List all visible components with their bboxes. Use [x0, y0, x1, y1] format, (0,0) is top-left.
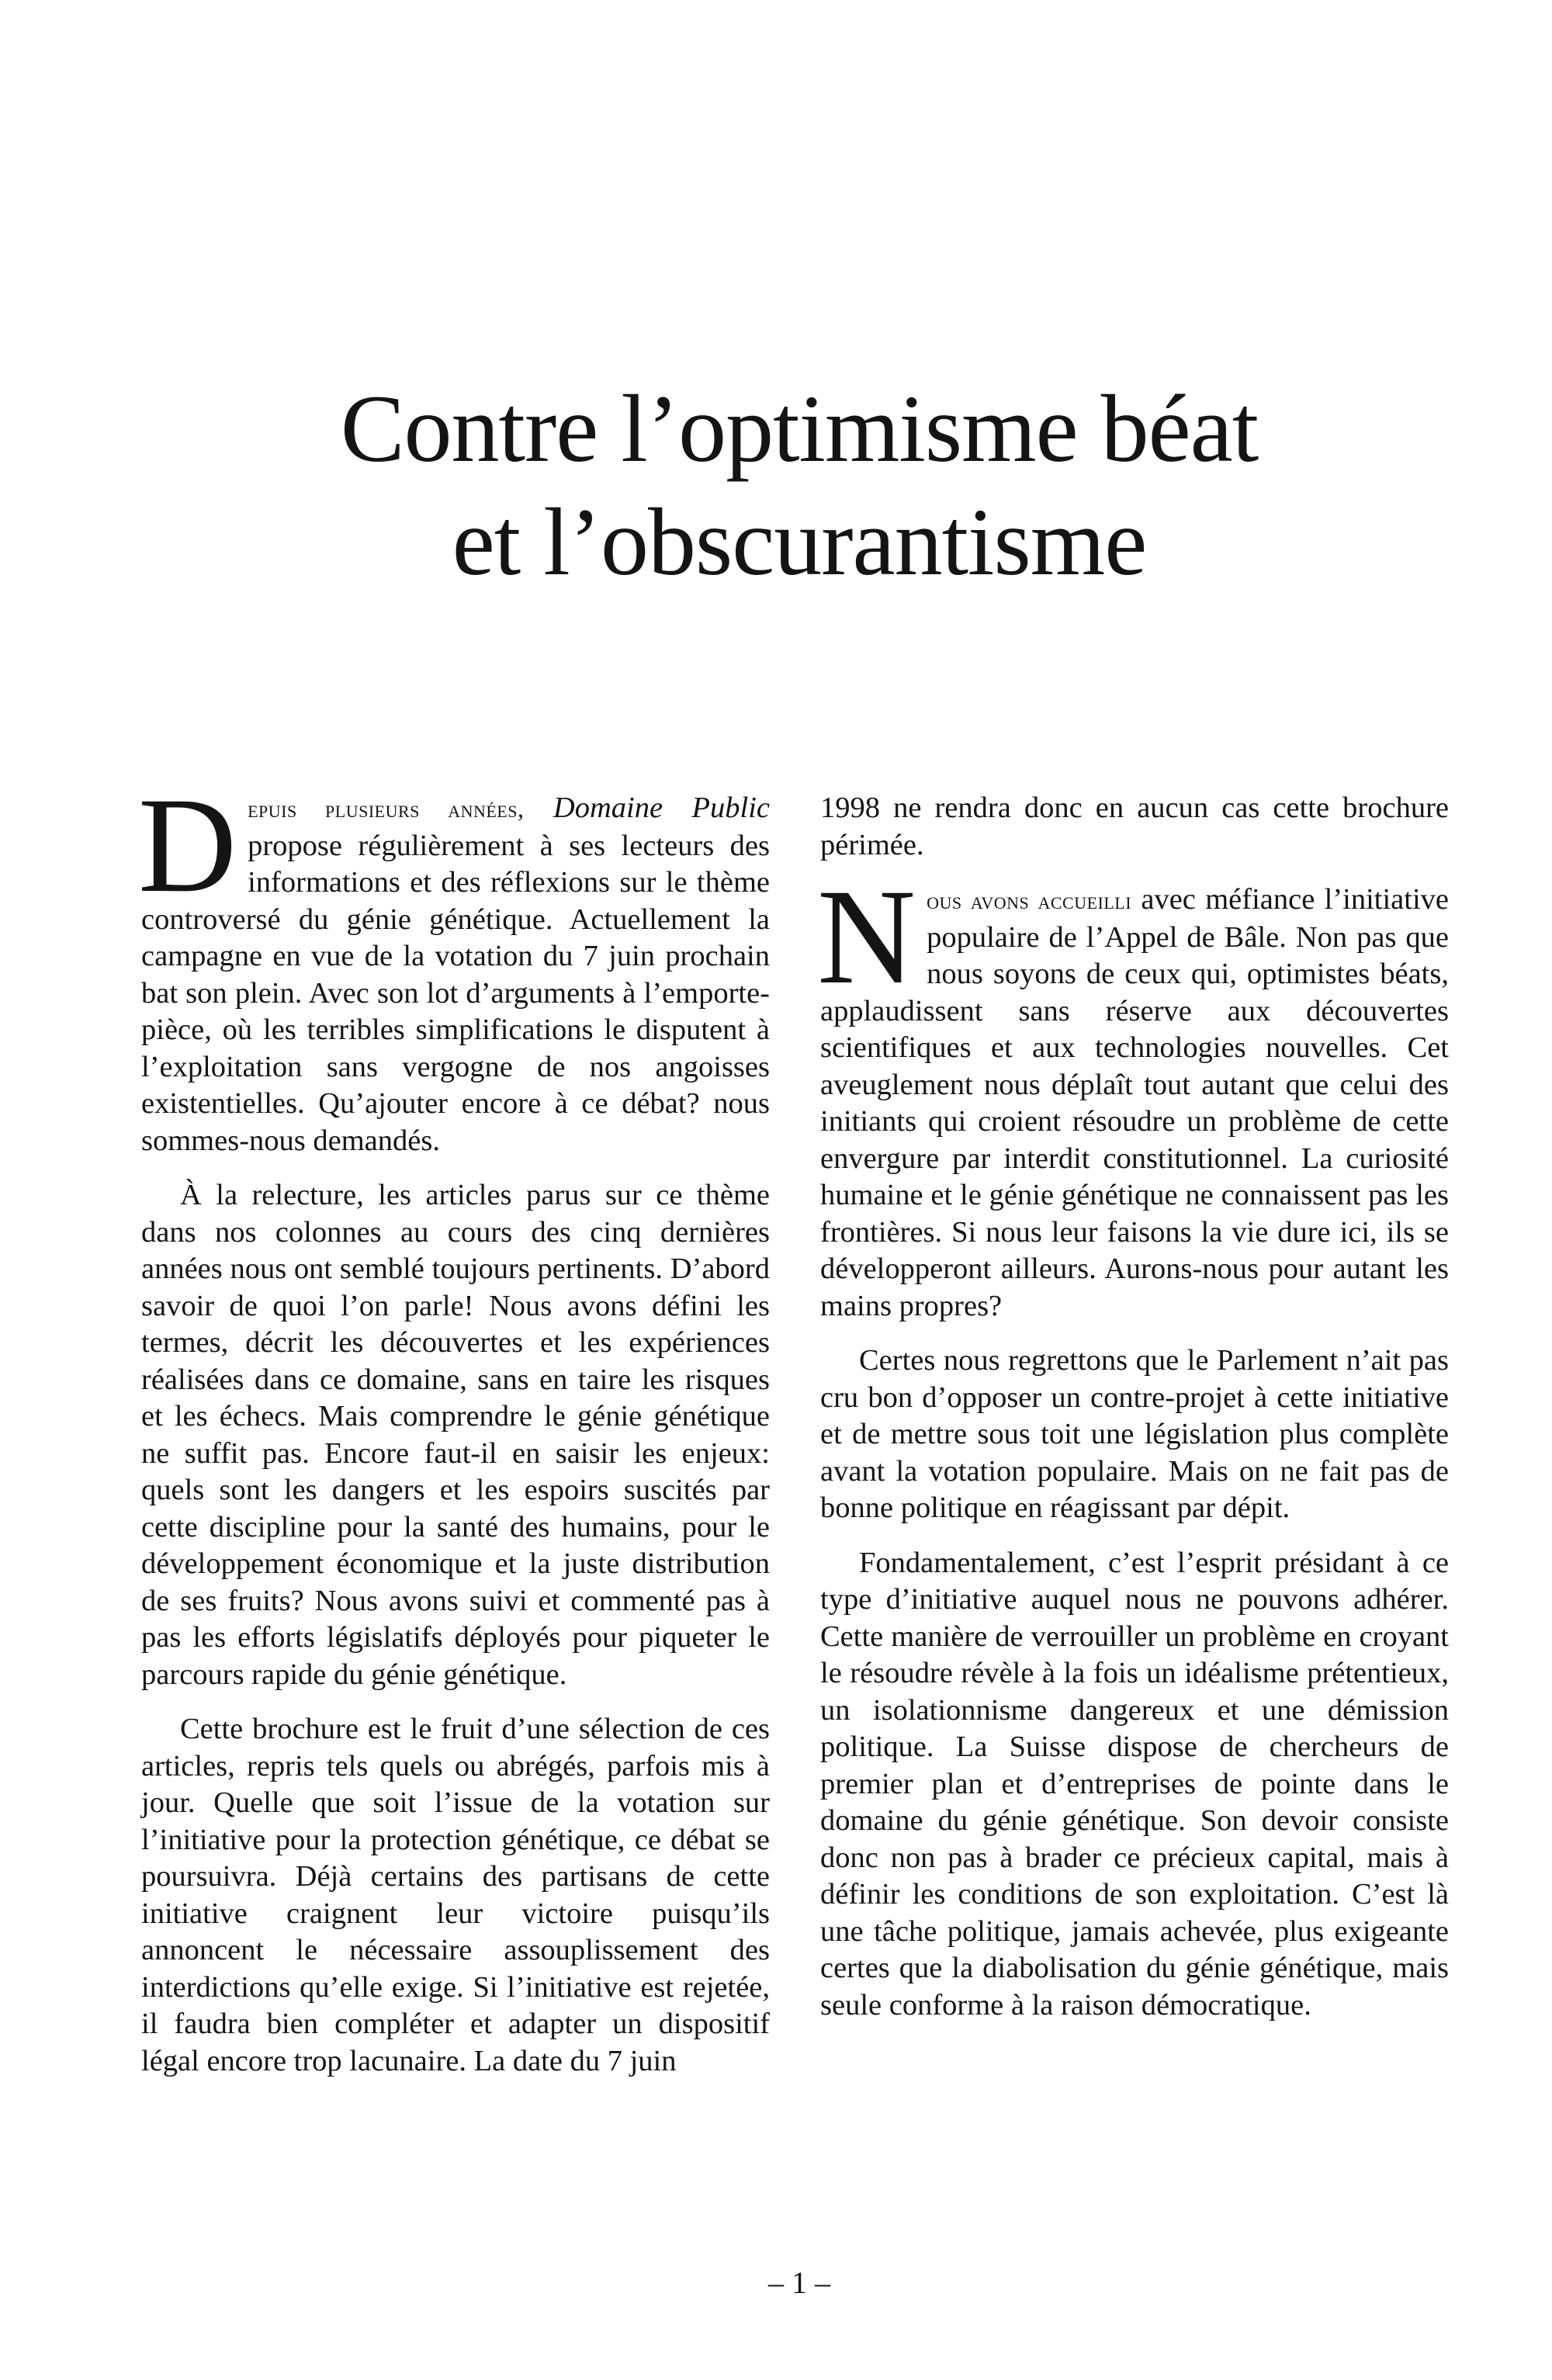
drop-cap: D: [138, 770, 237, 921]
small-caps-opening: ous avons accueilli: [927, 886, 1132, 914]
paragraph-intro: [138, 770, 770, 1159]
title-line-2: et l’obscurantisme: [452, 489, 1147, 595]
page-number: – 1 –: [768, 2265, 830, 2300]
paragraph: Fondamentalement, c’est l’esprit présidant à ce type d’initiative auquel nous ne pouvons adhérer. Cette manière de verrouiller un problème en croyant le résoudre révèle à la fois un idéalisme prétentieux, un isolationnisme dangereux et une démission politique. La Suisse dispose de chercheurs de premier plan et d’entreprises de pointe dans le domaine du génie génétique. Son devoir consiste donc non pas à brader ce précieux capital, mais à définir les conditions de son exploitation. C’est là une tâche politique, jamais achevée, plus exigeante certes que la diabolisation du génie génétique, mais seule conforme à la raison démocratique.: [820, 1546, 1449, 2021]
title-line-1: Contre l’optimisme béat: [340, 376, 1259, 482]
small-caps-opening: epuis plusieurs années,: [248, 795, 525, 823]
paragraph-text: propose régulièrement à ses lecteurs des informations et des réflexions sur le thème controversé du génie génétique. Actuellement la campagne en vue de la votation du 7 juin prochain bat son plein. Avec son lot d’arguments à l’emporte-pièce, où les terribles simplifications le disputent à l’exploitation sans vergogne de nos angoisses existentielles. Qu’ajouter encore à ce débat? nous sommes-nous demandés.: [141, 829, 770, 1157]
paragraph: Cette brochure est le fruit d’une sélection de ces articles, repris tels quels ou abrégés, parfois mis à jour. Quelle que soit l’issue de la votation sur l’initiative pour la protection génétique, ce débat se poursuivra. Déjà certains des partisans de cette initiative craignent leur victoire puisqu’ils annoncent le nécessaire assouplissement des interdictions qu’elle exige. Si l’initiative est rejetée, il faudra bien compléter et adapter un dispositif légal encore trop lacunaire. La date du 7 juin: [141, 1713, 770, 2077]
drop-cap: N: [817, 861, 916, 1013]
left-column: [138, 770, 770, 2098]
paragraph: Certes nous regrettons que le Parlement n’ait pas cru bon d’opposer un contre-projet à cette initiative et de mettre sous toit une législation plus complète avant la votation populaire. Mais on ne fait pas de bonne politique en réagissant par dépit.: [820, 1344, 1449, 1524]
page-title: [0, 372, 1552, 599]
paragraph-text: avec méfiance l’initiative populaire de l’Appel de Bâle. Non pas que nous soyons de ceux qui, optimistes béats, applaudissent sans réserve aux découvertes scientifiques et aux technologies nouvelles. Cet aveuglement nous déplaît tout autant que celui des initiants qui croient résoudre un problème de cette envergure par interdit constitutionnel. La curiosité humaine et le génie génétique ne connaissent pas les frontières. Si nous leur faisons la vie dure ici, ils se développeront ailleurs. Aurons-nous pour autant les mains propres?: [820, 883, 1449, 1322]
paragraph-continued: 1998 ne rendra donc en aucun cas cette brochure périmée.: [820, 792, 1449, 861]
paragraph-section-start: [817, 861, 1449, 1325]
right-column: [817, 790, 1449, 2042]
publication-name: Domaine Public: [553, 792, 770, 824]
paragraph: À la relecture, les articles parus sur ce thème dans nos colonnes au cours des cinq dernières années nous ont semblé toujours pertinents. D’abord savoir de quoi l’on parle! Nous avons défini les termes, décrit les découvertes et les expériences réalisées dans ce domaine, sans en taire les risques et les échecs. Mais comprendre le génie génétique ne suffit pas. Encore faut-il en saisir les enjeux: quels sont les dangers et les espoirs suscités par cette discipline pour la santé des humains, pour le développement économique et la juste distribution de ses fruits? Nous avons suivi et commenté pas à pas les efforts législatifs déployés pour piqueter le parcours rapide du génie génétique.: [141, 1179, 770, 1691]
